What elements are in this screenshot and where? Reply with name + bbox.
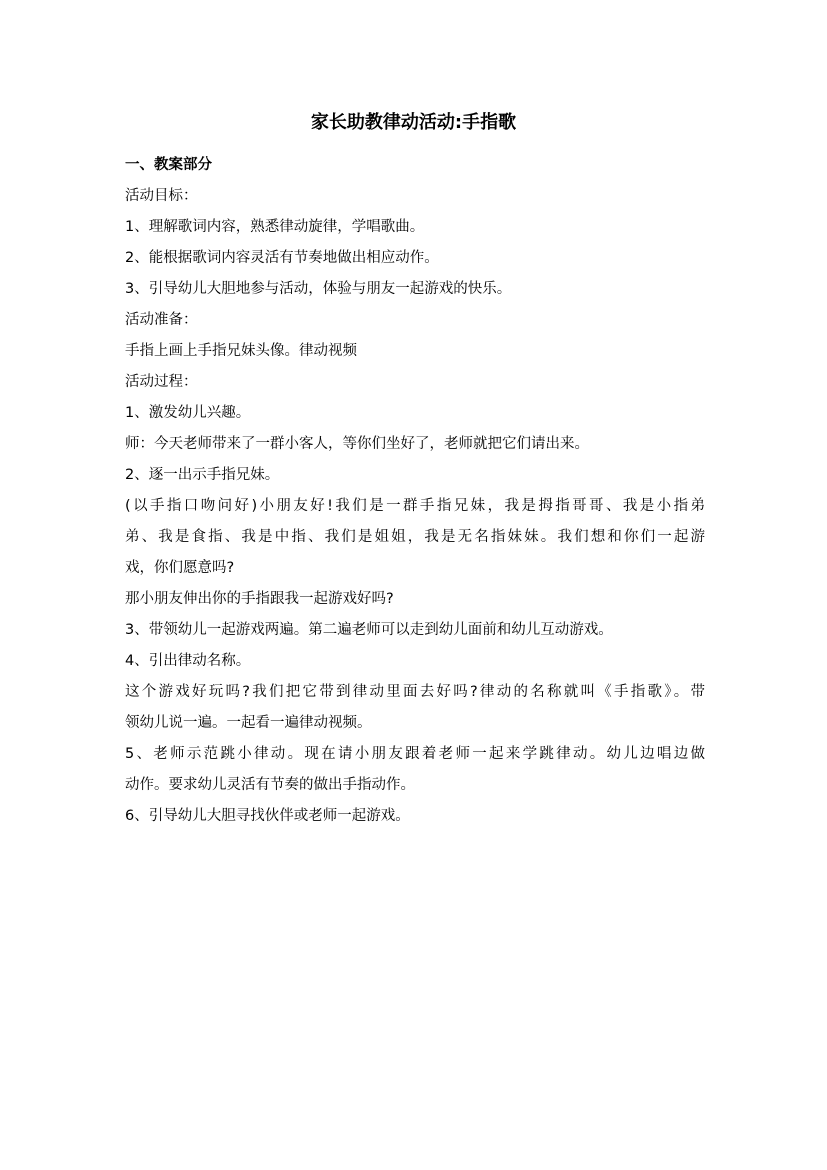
activity-prep-label: 活动准备： [125, 312, 198, 328]
activity-process-label: 活动过程： [125, 374, 198, 390]
paragraph-line: 弟、我是食指、我是中指、我们是姐姐，我是无名指妹妹。我们想和你们一起游 [125, 529, 705, 545]
prep-text: 手指上画上手指兄妹头像。律动视频 [125, 343, 357, 359]
process-step: 3、带领幼儿一起游戏两遍。第二遍老师可以走到幼儿面前和幼儿互动游戏。 [125, 622, 613, 638]
process-step: 2、逐一出示手指兄妹。 [125, 467, 280, 483]
paragraph-line: 那小朋友伸出你的手指跟我一起游戏好吗? [125, 591, 394, 607]
paragraph-line: (以手指口吻问好)小朋友好!我们是一群手指兄妹，我是拇指哥哥、我是小指弟 [125, 498, 705, 514]
process-step: 5、老师示范跳小律动。现在请小朋友跟着老师一起来学跳律动。幼儿边唱边做 [125, 746, 705, 762]
process-step: 4、引出律动名称。 [125, 653, 251, 669]
document-title: 家长助教律动活动:手指歌 [310, 112, 517, 133]
activity-goals-label: 活动目标： [125, 188, 198, 204]
document-body [125, 150, 705, 832]
paragraph-line: 戏，你们愿意吗? [125, 560, 235, 576]
paragraph-line: 动作。要求幼儿灵活有节奏的做出手指动作。 [125, 777, 415, 793]
goal-item: 2、能根据歌词内容灵活有节奏地做出相应动作。 [125, 250, 439, 266]
paragraph-line: 领幼儿说一遍。一起看一遍律动视频。 [125, 715, 372, 731]
paragraph-line: 这个游戏好玩吗?我们把它带到律动里面去好吗?律动的名称就叫《手指歌》。带 [125, 684, 705, 700]
section-heading: 一、教案部分 [125, 157, 212, 173]
goal-item: 1、理解歌词内容，熟悉律动旋律，学唱歌曲。 [125, 219, 425, 235]
goal-item: 3、引导幼儿大胆地参与活动，体验与朋友一起游戏的快乐。 [125, 281, 512, 297]
process-step: 1、激发幼儿兴趣。 [125, 405, 251, 421]
paragraph-line: 师：今天老师带来了一群小客人，等你们坐好了，老师就把它们请出来。 [125, 436, 589, 452]
process-step: 6、引导幼儿大胆寻找伙伴或老师一起游戏。 [125, 808, 410, 824]
